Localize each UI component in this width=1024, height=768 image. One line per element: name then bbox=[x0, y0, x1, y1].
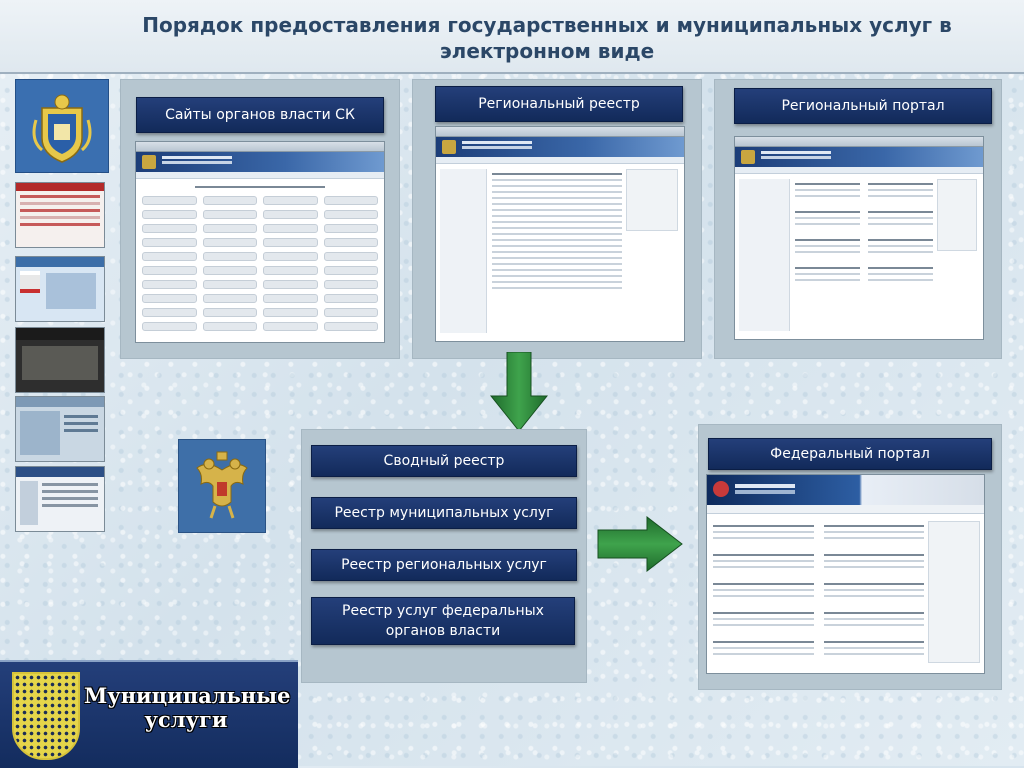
site-thumbnail-2 bbox=[15, 256, 105, 322]
regional-registry-label: Региональный реестр bbox=[435, 86, 683, 122]
regional-services-registry-label: Реестр региональных услуг bbox=[311, 549, 577, 581]
stavropol-emblem bbox=[15, 79, 109, 173]
municipal-services-banner bbox=[0, 660, 298, 768]
page-title: Порядок предоставления государственных и муниципальных услуг в электронном виде bbox=[142, 13, 952, 63]
regional-portal-screenshot bbox=[734, 136, 984, 340]
site-thumbnail-5 bbox=[15, 466, 105, 532]
municipal-shield-icon bbox=[12, 672, 80, 760]
site-thumbnail-4 bbox=[15, 396, 105, 462]
regional-registry-screenshot bbox=[435, 126, 685, 342]
double-headed-eagle-icon bbox=[179, 440, 265, 532]
coat-of-arms-icon bbox=[16, 80, 108, 172]
site-thumbnail-1 bbox=[15, 182, 105, 248]
site-thumbnail-3 bbox=[15, 327, 105, 393]
municipal-services-label: Муниципальные услуги bbox=[84, 683, 291, 732]
government-sites-screenshot bbox=[135, 141, 385, 343]
federal-emblem bbox=[178, 439, 266, 533]
federal-portal-screenshot bbox=[706, 474, 985, 674]
government-sites-label: Сайты органов власти СК bbox=[136, 97, 384, 133]
header bbox=[0, 0, 1024, 74]
consolidated-registry-label: Сводный реестр bbox=[311, 445, 577, 477]
regional-portal-label: Региональный портал bbox=[734, 88, 992, 124]
municipal-registry-label: Реестр муниципальных услуг bbox=[311, 497, 577, 529]
right-arrow-icon bbox=[597, 516, 683, 572]
federal-services-registry-label: Реестр услуг федеральных органов власти bbox=[311, 597, 575, 645]
down-arrow-icon bbox=[490, 352, 548, 432]
federal-portal-label: Федеральный портал bbox=[708, 438, 992, 470]
